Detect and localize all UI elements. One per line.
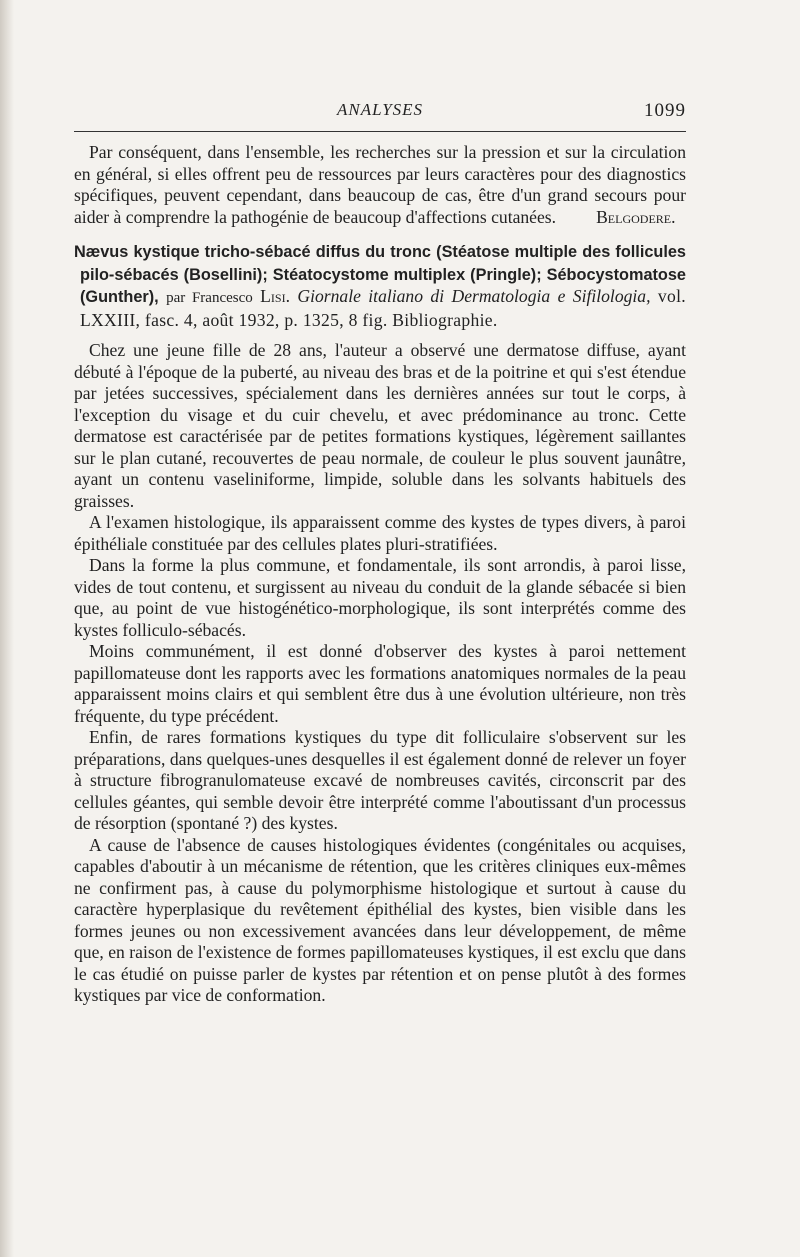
article-paragraph: Chez une jeune fille de 28 ans, l'auteur a observé une dermatose diffuse, ayant débuté à l'époque de la puberté, au niveau des bras et de la poitrine et qui s'est étendue par jetées successives, spécialement dans les dernières années sur tout le corps, à l'exception du visage et du cuir chevelu, et avec prédominance au tronc. Cette dermatose est caractérisée par de petites formations kystiques, légèrement saillantes sur le plan cutané, recouvertes de peau normale, de couleur le plus souvent jaunâtre, ayant un contenu vaseliniforme, limpide, soluble dans les solvants habituels des graisses.	[74, 340, 686, 511]
intro-paragraph-text: Par conséquent, dans l'ensemble, les recherches sur la pression et sur la circulation en général, si elles offrent peu de ressources par leurs caractères pour des diagnostics spécifiques, peuvent cependant, dans beaucoup de cas, être d'un grand secours pour aider à comprendre la pathogénie de beaucoup d'affections cutanées.	[74, 142, 686, 227]
page-body	[74, 142, 686, 1007]
article-author: Lisi.	[260, 286, 290, 306]
header-rule	[74, 131, 686, 132]
article-paragraph: A l'examen histologique, ils apparaissent comme des kystes de types divers, à paroi épithéliale constituée par des cellules plates pluri-stratifiées.	[74, 512, 686, 554]
article-journal: Giornale italiano di Dermatologia e Sifilologia,	[297, 286, 651, 306]
page-number: 1099	[644, 100, 686, 121]
intro-paragraph	[74, 142, 686, 228]
article-paragraph: Enfin, de rares formations kystiques du type dit folliculaire s'observent sur les préparations, dans quelques-unes desquelles il est également donné de relever un foyer à structure fibrogranulomateuse excavé de nombreuses cavités, circonscrit par des cellules géantes, qui semble devoir être interprété comme l'aboutissant d'un processus de résorption (spontané ?) des kystes.	[74, 727, 686, 833]
article-paragraph: Moins communément, il est donné d'observer des kystes à paroi nettement papillomateuse dont les rapports avec les formations anatomiques normales de la peau apparaissent moins clairs et qui semblent être dus à une évolution ultérieure, non très fréquente, du type précédent.	[74, 641, 686, 726]
article-by: par Francesco	[166, 290, 253, 306]
reviewer-signature: Belgodere.	[596, 206, 676, 227]
article-paragraph: Dans la forme la plus commune, et fondamentale, ils sont arrondis, à paroi lisse, vides de tout contenu, et surgissent au niveau du conduit de la glande sébacée si bien que, au point de vue histogénético-morphologique, ils sont interprétés comme des kystes folliculo-sébacés.	[74, 555, 686, 640]
article-paragraph: A cause de l'absence de causes histologiques évidentes (congénitales ou acquises, capables d'aboutir à un mécanisme de rétention, que les critères cliniques eux-mêmes ne confirment pas, à cause du polymorphisme histologique et surtout à cause du caractère hyperplasique du revêtement épithélial des kystes, bien visible dans les formes jeunes ou non excessivement avancées dans leur développement, de même que, en raison de l'existence de formes papillomateuses kystiques, il est exclu que dans le cas étudié on puisse parler de kystes par rétention et on pense plutôt à des formes kystiques par vice de conformation.	[74, 834, 686, 1005]
running-title: ANALYSES	[336, 100, 424, 119]
page-edge-shadow	[0, 0, 14, 1257]
article-title: Nævus kystique tricho-sébacé diffus du tronc (Stéatose multiple des follicules pilo-sébacés (Bosellini); Stéatocystome multiplex (Pringle); Sébocystomatose (Gunther),	[74, 243, 686, 306]
article-reference: vol. LXXIII, fasc. 4, août 1932, p. 1325, 8 fig. Bibliographie.	[80, 286, 686, 330]
page-header	[74, 100, 686, 130]
article-heading	[74, 241, 686, 331]
